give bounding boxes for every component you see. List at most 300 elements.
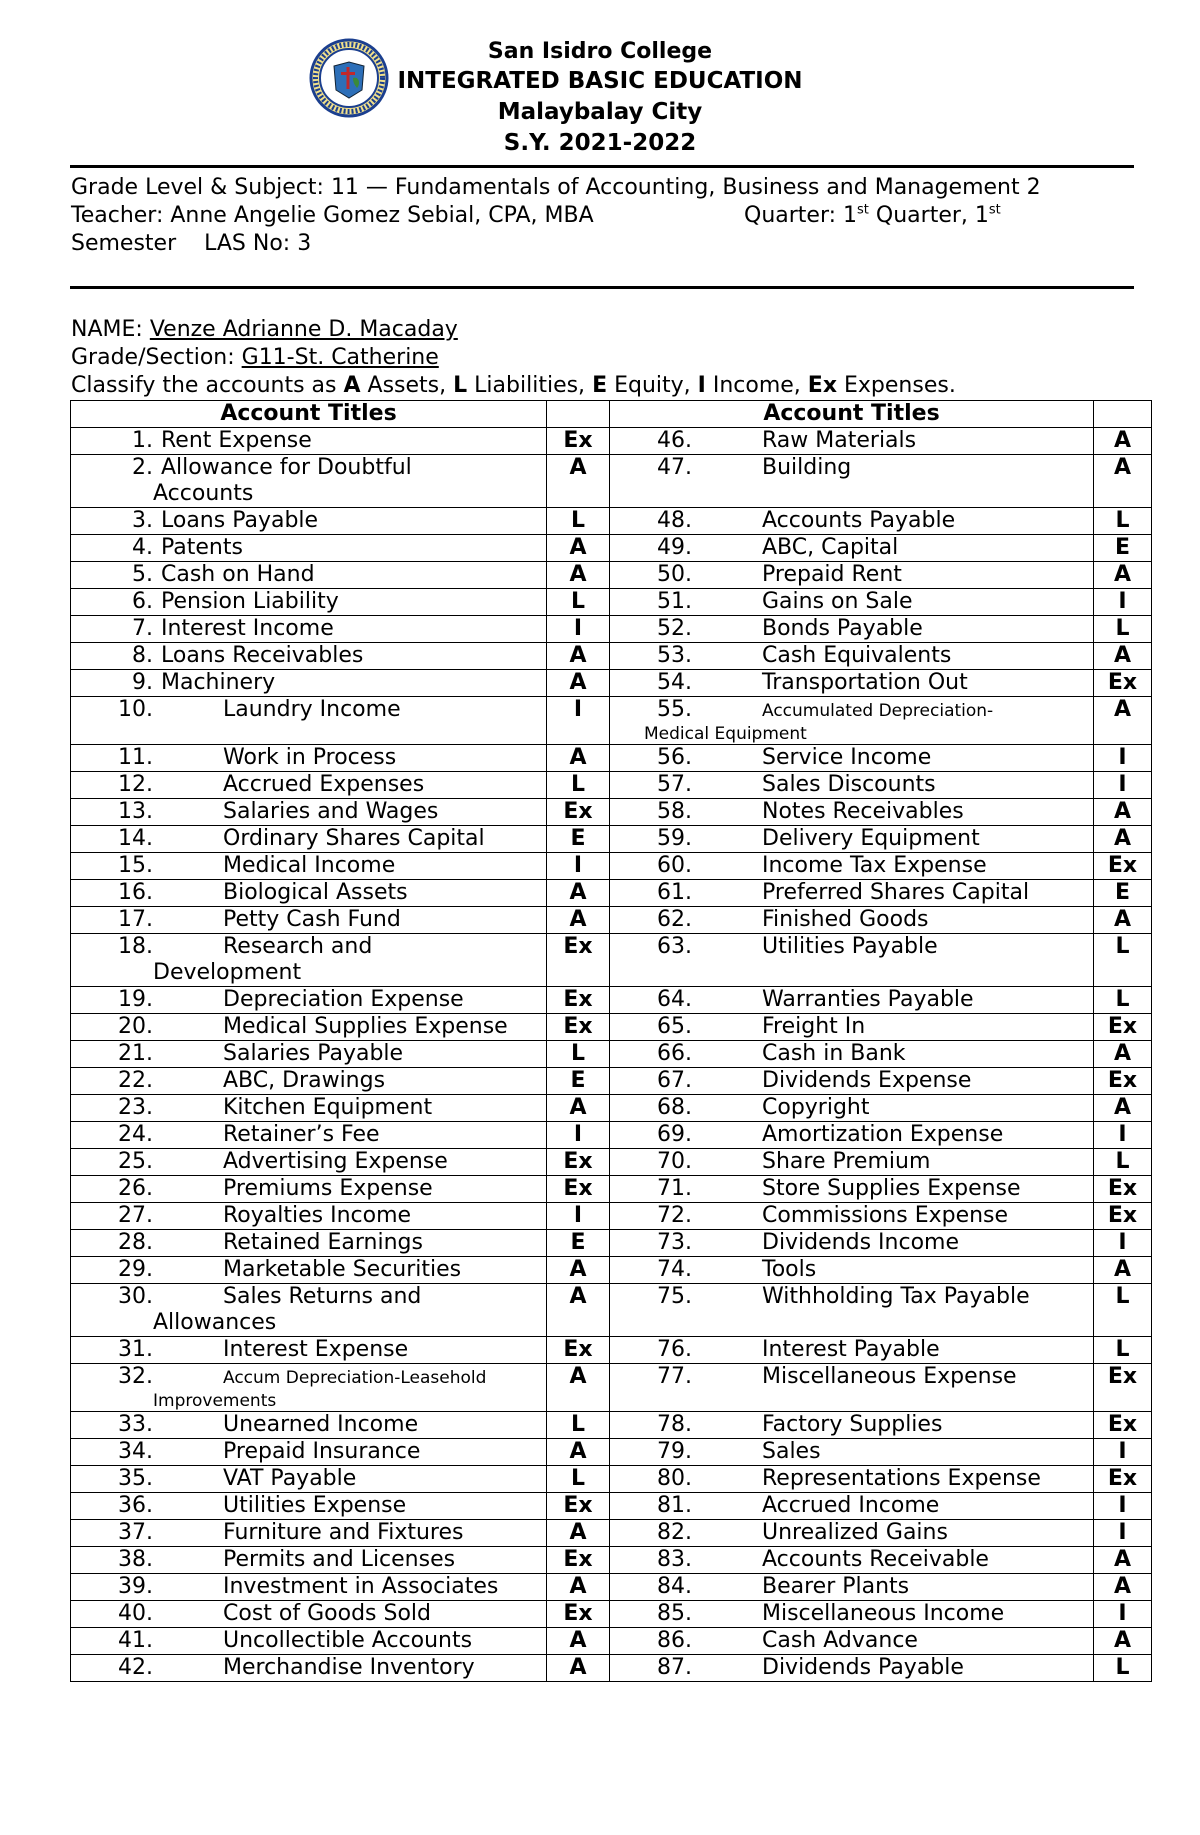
left-account-cell xyxy=(71,508,547,535)
left-account-title: Ordinary Shares Capital xyxy=(223,826,485,851)
left-account-cell xyxy=(71,589,547,616)
table-row xyxy=(71,643,1152,670)
left-account-cell xyxy=(71,745,547,772)
left-account-title: Retained Earnings xyxy=(223,1230,423,1255)
right-account-number: 50. xyxy=(657,562,692,587)
left-account-title: Loans Receivables xyxy=(161,643,364,668)
quarter-line xyxy=(744,202,1001,230)
left-account-cell xyxy=(71,934,547,987)
right-classification: A xyxy=(1094,428,1152,455)
left-account-number: 3. xyxy=(132,508,153,533)
right-account-number: 63. xyxy=(657,934,692,959)
left-account-cell xyxy=(71,1466,547,1493)
right-account-number: 57. xyxy=(657,772,692,797)
left-account-cell xyxy=(71,1655,547,1682)
right-account-title: ABC, Capital xyxy=(762,535,899,560)
left-account-number: 27. xyxy=(118,1203,153,1228)
instructions-line xyxy=(71,372,956,400)
left-classification: L xyxy=(547,1466,610,1493)
left-account-cell xyxy=(71,535,547,562)
quarter-word: Quarter, xyxy=(875,203,968,228)
right-account-title: Tools xyxy=(762,1257,817,1282)
left-account-cell xyxy=(71,670,547,697)
header-right-class xyxy=(1094,401,1152,428)
left-account-number: 38. xyxy=(118,1547,153,1572)
right-account-number: 62. xyxy=(657,907,692,932)
quarter-sup: st xyxy=(857,202,869,218)
table-row xyxy=(71,1547,1152,1574)
right-classification: Ex xyxy=(1094,1176,1152,1203)
left-account-title: ABC, Drawings xyxy=(223,1068,386,1093)
left-account-title: Advertising Expense xyxy=(223,1149,448,1174)
left-account-title: Petty Cash Fund xyxy=(223,907,401,932)
table-row xyxy=(71,1466,1152,1493)
left-account-cell xyxy=(71,562,547,589)
quarter-num: 1 xyxy=(843,203,858,228)
right-account-cell xyxy=(610,987,1094,1014)
left-account-number: 20. xyxy=(118,1014,153,1039)
right-account-title: Service Income xyxy=(762,745,932,770)
left-account-cell xyxy=(71,1230,547,1257)
right-classification: A xyxy=(1094,643,1152,670)
left-classification: A xyxy=(547,1284,610,1337)
right-classification: Ex xyxy=(1094,1068,1152,1095)
left-account-title: Pension Liability xyxy=(161,589,339,614)
right-account-cell xyxy=(610,1122,1094,1149)
left-account-number: 23. xyxy=(118,1095,153,1120)
right-classification: L xyxy=(1094,1149,1152,1176)
left-account-cell xyxy=(71,1574,547,1601)
left-account-title: Loans Payable xyxy=(161,508,319,533)
left-account-number: 32. xyxy=(118,1364,153,1389)
right-account-title: Copyright xyxy=(762,1095,870,1120)
right-account-cell xyxy=(610,562,1094,589)
table-row xyxy=(71,1574,1152,1601)
right-account-cell xyxy=(610,1655,1094,1682)
left-classification: A xyxy=(547,562,610,589)
right-account-title: Miscellaneous Expense xyxy=(762,1364,1017,1389)
right-account-number: 53. xyxy=(657,643,692,668)
right-classification: E xyxy=(1094,880,1152,907)
table-row xyxy=(71,428,1152,455)
left-classification: I xyxy=(547,853,610,880)
left-classification: Ex xyxy=(547,1547,610,1574)
semester-num: 1 xyxy=(974,203,989,228)
left-account-title: Investment in Associates xyxy=(223,1574,499,1599)
meta-divider xyxy=(70,286,1134,289)
name-line xyxy=(71,316,956,344)
right-account-number: 84. xyxy=(657,1574,692,1599)
left-account-number: 5. xyxy=(132,562,153,587)
right-account-number: 86. xyxy=(657,1628,692,1653)
left-classification: L xyxy=(547,589,610,616)
right-account-cell xyxy=(610,1337,1094,1364)
table-row xyxy=(71,1203,1152,1230)
right-account-number: 52. xyxy=(657,616,692,641)
right-account-title: Dividends Payable xyxy=(762,1655,964,1680)
left-account-title-cont: Accounts xyxy=(153,481,254,506)
left-classification: E xyxy=(547,1068,610,1095)
right-account-number: 71. xyxy=(657,1176,692,1201)
right-account-number: 85. xyxy=(657,1601,692,1626)
right-account-cell xyxy=(610,1149,1094,1176)
right-account-cell xyxy=(610,934,1094,987)
grade-subject-value: 11 — Fundamentals of Accounting, Business and Management 2 xyxy=(330,175,1041,200)
right-account-title: Factory Supplies xyxy=(762,1412,943,1437)
left-account-title: VAT Payable xyxy=(223,1466,357,1491)
right-classification: A xyxy=(1094,799,1152,826)
left-account-number: 15. xyxy=(118,853,153,878)
left-account-title: Research and xyxy=(223,934,373,959)
left-account-title-cont: Allowances xyxy=(153,1310,277,1335)
right-classification: A xyxy=(1094,907,1152,934)
left-classification: L xyxy=(547,508,610,535)
left-account-cell xyxy=(71,880,547,907)
semester-word: Semester xyxy=(71,231,177,256)
right-account-number: 61. xyxy=(657,880,692,905)
right-account-number: 81. xyxy=(657,1493,692,1518)
table-row xyxy=(71,1230,1152,1257)
semester-sup: st xyxy=(988,202,1001,218)
left-classification: A xyxy=(547,1095,610,1122)
left-classification: A xyxy=(547,670,610,697)
left-classification: E xyxy=(547,1230,610,1257)
left-account-title: Work in Process xyxy=(223,745,397,770)
right-classification: E xyxy=(1094,535,1152,562)
table-row xyxy=(71,1412,1152,1439)
left-account-number: 17. xyxy=(118,907,153,932)
text-l: Liabilities, xyxy=(474,373,586,398)
right-account-cell xyxy=(610,1284,1094,1337)
left-account-cell xyxy=(71,455,547,508)
left-account-title: Allowance for Doubtful xyxy=(161,455,412,480)
left-classification: Ex xyxy=(547,1176,610,1203)
name-label: NAME: xyxy=(71,317,143,342)
left-account-title: Salaries Payable xyxy=(223,1041,404,1066)
left-classification: A xyxy=(547,455,610,508)
left-account-number: 36. xyxy=(118,1493,153,1518)
right-account-number: 51. xyxy=(657,589,692,614)
left-account-cell xyxy=(71,1520,547,1547)
right-classification: A xyxy=(1094,1041,1152,1068)
table-row xyxy=(71,535,1152,562)
name-value: Venze Adrianne D. Macaday xyxy=(149,317,458,342)
right-account-cell xyxy=(610,907,1094,934)
left-account-number: 18. xyxy=(118,934,153,959)
left-account-cell xyxy=(71,1601,547,1628)
table-row xyxy=(71,1068,1152,1095)
left-account-title: Royalties Income xyxy=(223,1203,412,1228)
right-account-number: 64. xyxy=(657,987,692,1012)
right-classification: I xyxy=(1094,772,1152,799)
right-classification: Ex xyxy=(1094,1412,1152,1439)
left-account-cell xyxy=(71,1412,547,1439)
right-account-number: 58. xyxy=(657,799,692,824)
right-account-number: 83. xyxy=(657,1547,692,1572)
table-row xyxy=(71,1257,1152,1284)
right-account-number: 70. xyxy=(657,1149,692,1174)
right-classification: A xyxy=(1094,1628,1152,1655)
left-account-title: Unearned Income xyxy=(223,1412,419,1437)
table-row xyxy=(71,1284,1152,1337)
left-account-number: 28. xyxy=(118,1230,153,1255)
left-classification: A xyxy=(547,1439,610,1466)
right-account-title-cont: Medical Equipment xyxy=(644,724,807,744)
right-account-title: Cash Equivalents xyxy=(762,643,952,668)
right-classification: A xyxy=(1094,455,1152,508)
right-account-cell xyxy=(610,1176,1094,1203)
right-account-title: Dividends Income xyxy=(762,1230,960,1255)
right-account-title: Cash in Bank xyxy=(762,1041,906,1066)
right-classification: A xyxy=(1094,562,1152,589)
left-classification: A xyxy=(547,1574,610,1601)
left-classification: I xyxy=(547,616,610,643)
left-account-cell xyxy=(71,1095,547,1122)
left-account-cell xyxy=(71,1122,547,1149)
student-info xyxy=(71,316,956,400)
left-classification: A xyxy=(547,745,610,772)
left-account-number: 10. xyxy=(118,697,153,722)
code-l: L xyxy=(453,373,468,398)
table-row xyxy=(71,455,1152,508)
left-account-title: Biological Assets xyxy=(223,880,408,905)
right-account-title: Accounts Receivable xyxy=(762,1547,989,1572)
right-account-cell xyxy=(610,826,1094,853)
left-account-title: Cash on Hand xyxy=(161,562,315,587)
left-account-title: Prepaid Insurance xyxy=(223,1439,421,1464)
right-account-cell xyxy=(610,1520,1094,1547)
table-row xyxy=(71,1014,1152,1041)
teacher-label: Teacher: xyxy=(71,203,164,228)
left-account-cell xyxy=(71,1493,547,1520)
left-classification: A xyxy=(547,535,610,562)
right-classification: I xyxy=(1094,1230,1152,1257)
grade-subject-label: Grade Level & Subject: xyxy=(71,175,324,200)
left-account-title: Kitchen Equipment xyxy=(223,1095,433,1120)
right-account-number: 66. xyxy=(657,1041,692,1066)
right-account-number: 72. xyxy=(657,1203,692,1228)
right-account-cell xyxy=(610,1257,1094,1284)
right-classification: L xyxy=(1094,1655,1152,1682)
grade-subject-line xyxy=(71,174,1041,202)
left-account-cell xyxy=(71,799,547,826)
right-classification: Ex xyxy=(1094,670,1152,697)
left-account-title: Retainer’s Fee xyxy=(223,1122,380,1147)
right-account-title: Raw Materials xyxy=(762,428,917,453)
right-account-cell xyxy=(610,880,1094,907)
table-row xyxy=(71,508,1152,535)
left-account-cell xyxy=(71,1284,547,1337)
right-account-title: Dividends Expense xyxy=(762,1068,972,1093)
right-account-title: Miscellaneous Income xyxy=(762,1601,1005,1626)
teacher-line xyxy=(71,202,594,230)
right-account-title: Warranties Payable xyxy=(762,987,974,1012)
header-right-title: Account Titles xyxy=(610,401,1094,428)
left-account-cell xyxy=(71,1257,547,1284)
left-classification: E xyxy=(547,826,610,853)
table-row xyxy=(71,1493,1152,1520)
table-row xyxy=(71,1601,1152,1628)
right-account-title: Sales xyxy=(762,1439,821,1464)
right-account-number: 49. xyxy=(657,535,692,560)
right-account-number: 73. xyxy=(657,1230,692,1255)
right-account-title: Withholding Tax Payable xyxy=(762,1284,1030,1309)
text-e: Equity, xyxy=(614,373,691,398)
left-account-number: 9. xyxy=(132,670,153,695)
right-account-number: 74. xyxy=(657,1257,692,1282)
right-account-cell xyxy=(610,1628,1094,1655)
left-classification: A xyxy=(547,1655,610,1682)
left-account-cell xyxy=(71,1628,547,1655)
right-account-cell xyxy=(610,535,1094,562)
left-account-title: Depreciation Expense xyxy=(223,987,464,1012)
accounts-table xyxy=(70,400,1152,1682)
left-account-number: 40. xyxy=(118,1601,153,1626)
right-classification: L xyxy=(1094,616,1152,643)
left-account-cell xyxy=(71,1337,547,1364)
right-account-number: 87. xyxy=(657,1655,692,1680)
left-account-cell xyxy=(71,772,547,799)
right-classification: L xyxy=(1094,508,1152,535)
right-account-cell xyxy=(610,1203,1094,1230)
table-row xyxy=(71,1520,1152,1547)
left-account-number: 41. xyxy=(118,1628,153,1653)
right-classification: L xyxy=(1094,987,1152,1014)
right-account-title: Gains on Sale xyxy=(762,589,913,614)
left-classification: A xyxy=(547,1257,610,1284)
right-account-title: Share Premium xyxy=(762,1149,931,1174)
right-account-title: Accrued Income xyxy=(762,1493,940,1518)
left-account-title: Sales Returns and xyxy=(223,1284,422,1309)
left-account-number: 1. xyxy=(132,428,153,453)
right-account-title: Finished Goods xyxy=(762,907,929,932)
table-row xyxy=(71,1628,1152,1655)
left-account-cell xyxy=(71,907,547,934)
table-row xyxy=(71,772,1152,799)
left-classification: Ex xyxy=(547,934,610,987)
semester-line xyxy=(71,230,311,258)
right-account-number: 80. xyxy=(657,1466,692,1491)
city-name: Malaybalay City xyxy=(497,99,703,125)
table-row xyxy=(71,670,1152,697)
code-a: A xyxy=(343,373,361,398)
right-account-cell xyxy=(610,1466,1094,1493)
right-classification: L xyxy=(1094,1284,1152,1337)
table-row xyxy=(71,907,1152,934)
table-row xyxy=(71,880,1152,907)
left-account-cell xyxy=(71,697,547,745)
right-account-cell xyxy=(610,616,1094,643)
right-account-cell xyxy=(610,1493,1094,1520)
left-account-cell xyxy=(71,1149,547,1176)
right-account-title: Amortization Expense xyxy=(762,1122,1004,1147)
left-account-number: 21. xyxy=(118,1041,153,1066)
table-row xyxy=(71,616,1152,643)
right-account-title: Notes Receivables xyxy=(762,799,964,824)
left-classification: A xyxy=(547,1628,610,1655)
left-account-title: Merchandise Inventory xyxy=(223,1655,475,1680)
section-line xyxy=(71,344,956,372)
right-account-number: 78. xyxy=(657,1412,692,1437)
right-account-cell xyxy=(610,1095,1094,1122)
left-account-cell xyxy=(71,1014,547,1041)
left-classification: Ex xyxy=(547,1601,610,1628)
document-header xyxy=(0,38,1200,159)
right-classification: Ex xyxy=(1094,1014,1152,1041)
left-account-cell xyxy=(71,826,547,853)
right-classification: I xyxy=(1094,745,1152,772)
left-classification: I xyxy=(547,1203,610,1230)
las-value: 3 xyxy=(297,231,312,256)
left-account-cell xyxy=(71,1439,547,1466)
left-account-title: Permits and Licenses xyxy=(223,1547,456,1572)
header-left-title: Account Titles xyxy=(71,401,547,428)
right-account-title: Utilities Payable xyxy=(762,934,938,959)
left-classification: Ex xyxy=(547,428,610,455)
instructions-prefix: Classify the accounts as xyxy=(71,373,337,398)
right-account-cell xyxy=(610,1574,1094,1601)
right-account-title: Delivery Equipment xyxy=(762,826,980,851)
left-account-number: 16. xyxy=(118,880,153,905)
left-account-title: Accrued Expenses xyxy=(223,772,425,797)
right-account-cell xyxy=(610,799,1094,826)
left-account-number: 33. xyxy=(118,1412,153,1437)
table-row xyxy=(71,1176,1152,1203)
right-account-title: Commissions Expense xyxy=(762,1203,1009,1228)
right-account-number: 76. xyxy=(657,1337,692,1362)
right-account-number: 55. xyxy=(657,697,692,722)
table-row xyxy=(71,826,1152,853)
right-account-cell xyxy=(610,853,1094,880)
left-account-cell xyxy=(71,1176,547,1203)
right-classification: A xyxy=(1094,697,1152,745)
right-account-title: Preferred Shares Capital xyxy=(762,880,1030,905)
left-classification: A xyxy=(547,1520,610,1547)
left-account-title: Patents xyxy=(161,535,243,560)
left-account-number: 7. xyxy=(132,616,153,641)
left-account-number: 6. xyxy=(132,589,153,614)
right-account-cell xyxy=(610,455,1094,508)
left-account-number: 4. xyxy=(132,535,153,560)
right-account-number: 47. xyxy=(657,455,692,480)
code-i: I xyxy=(697,373,706,398)
right-classification: I xyxy=(1094,1122,1152,1149)
right-account-number: 56. xyxy=(657,745,692,770)
right-account-number: 67. xyxy=(657,1068,692,1093)
right-account-title: Transportation Out xyxy=(762,670,968,695)
table-row xyxy=(71,799,1152,826)
left-account-number: 12. xyxy=(118,772,153,797)
left-account-number: 2. xyxy=(132,455,153,480)
left-classification: Ex xyxy=(547,1493,610,1520)
right-account-title: Freight In xyxy=(762,1014,866,1039)
table-row xyxy=(71,589,1152,616)
left-account-title: Medical Income xyxy=(223,853,396,878)
left-account-cell xyxy=(71,1041,547,1068)
header-divider xyxy=(70,165,1134,168)
school-name: San Isidro College xyxy=(487,39,713,64)
table-row xyxy=(71,1364,1152,1412)
left-account-number: 34. xyxy=(118,1439,153,1464)
right-account-number: 79. xyxy=(657,1439,692,1464)
right-classification: Ex xyxy=(1094,1203,1152,1230)
left-account-number: 14. xyxy=(118,826,153,851)
left-account-title-cont: Improvements xyxy=(153,1391,277,1411)
left-classification: Ex xyxy=(547,1149,610,1176)
right-account-title: Income Tax Expense xyxy=(762,853,987,878)
text-i: Income, xyxy=(712,373,801,398)
right-account-number: 82. xyxy=(657,1520,692,1545)
